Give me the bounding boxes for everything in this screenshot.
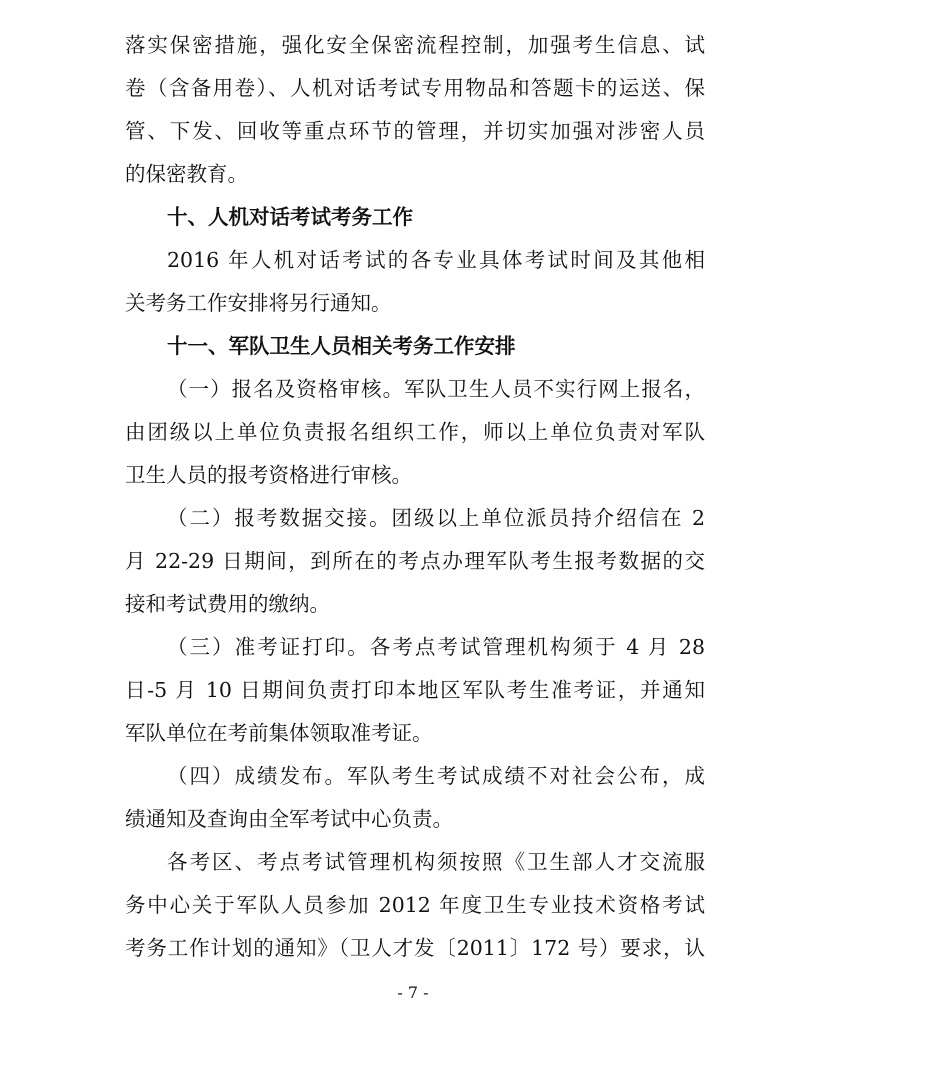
text-line: 军队单位在考前集体领取准考证。 xyxy=(125,721,433,745)
text-line: 的保密教育。 xyxy=(125,162,248,186)
text-line: （二）报考数据交接。团级以上单位派员持介绍信在 2 xyxy=(167,506,705,530)
section-heading-10: 十、人机对话考试考务工作 xyxy=(167,205,413,229)
text-line: 接和考试费用的缴纳。 xyxy=(125,592,330,616)
text-line: 落实保密措施，强化安全保密流程控制，加强考生信息、试 xyxy=(125,33,705,57)
text-line: 日-5 月 10 日期间负责打印本地区军队考生准考证，并通知 xyxy=(125,678,705,702)
text-line: 考务工作计划的通知》（卫人才发〔2011〕172 号）要求，认 xyxy=(125,936,705,960)
text-line: 务中心关于军队人员参加 2012 年度卫生专业技术资格考试 xyxy=(125,893,705,917)
text-line: （一）报名及资格审核。军队卫生人员不实行网上报名， xyxy=(167,377,705,401)
text-line: 卷（含备用卷）、人机对话考试专用物品和答题卡的运送、保 xyxy=(125,76,705,100)
text-line: 卫生人员的报考资格进行审核。 xyxy=(125,463,412,487)
page-number: - 7 - xyxy=(397,983,429,1002)
text-line: （三）准考证打印。各考点考试管理机构须于 4 月 28 xyxy=(167,635,705,659)
text-line: 关考务工作安排将另行通知。 xyxy=(125,291,392,315)
text-line: 2016 年人机对话考试的各专业具体考试时间及其他相 xyxy=(167,248,705,272)
text-line: 由团级以上单位负责报名组织工作，师以上单位负责对军队 xyxy=(125,420,705,444)
text-line: （四）成绩发布。军队考生考试成绩不对社会公布，成 xyxy=(167,764,705,788)
section-heading-11: 十一、军队卫生人员相关考务工作安排 xyxy=(167,334,516,358)
text-line: 各考区、考点考试管理机构须按照《卫生部人才交流服 xyxy=(167,850,705,874)
text-line: 绩通知及查询由全军考试中心负责。 xyxy=(125,807,453,831)
text-line: 月 22-29 日期间，到所在的考点办理军队考生报考数据的交 xyxy=(125,549,705,573)
text-line: 管、下发、回收等重点环节的管理，并切实加强对涉密人员 xyxy=(125,119,705,143)
